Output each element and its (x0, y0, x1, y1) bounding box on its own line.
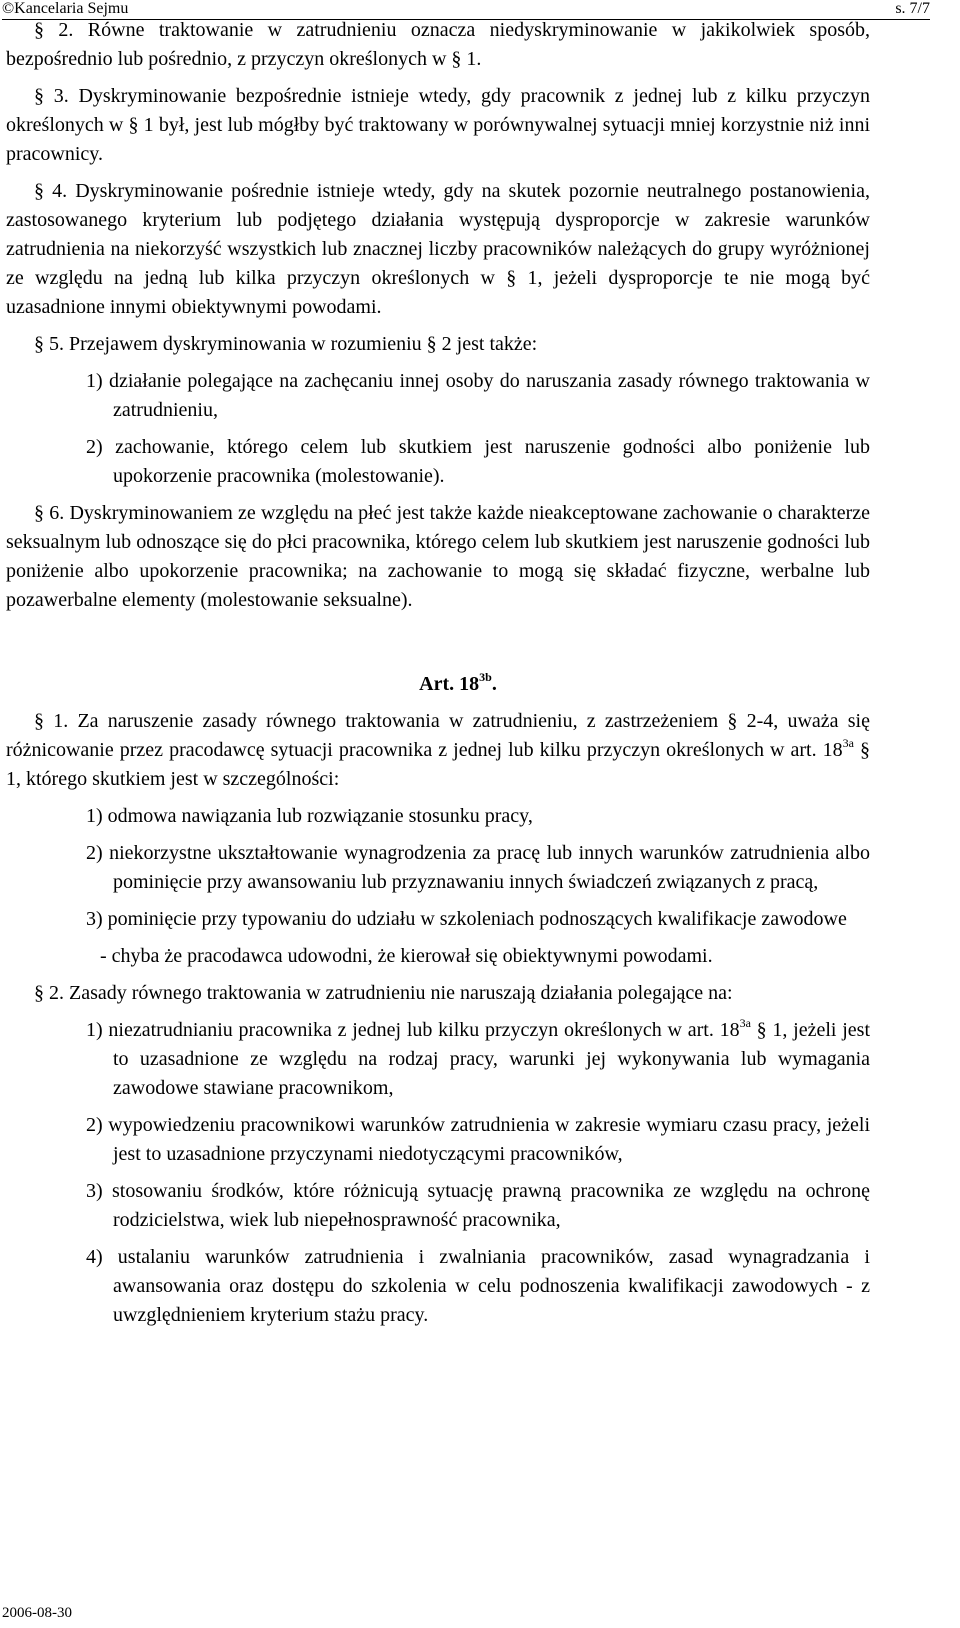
article-heading-sup: 3b (479, 670, 492, 684)
art18b-par2-item-3: 3) stosowaniu środków, które różnicują sytuację prawną pracownika ze względu na ochronę rodzicielstwa, wiek lub niepełnosprawność pracownika, (86, 1180, 870, 1231)
art18b-par1-text-a: § 1. Za naruszenie zasady równego traktowania w zatrudnieniu, z zastrzeżeniem § 2-4, uważa się różnicowanie przez pracodawcę sytuacji pracownika z jednej lub kilku przyczyn określonych w art. 18 (6, 710, 870, 761)
art18a-par3: § 3. Dyskryminowanie bezpośrednie istnieje wtedy, gdy pracownik z jednej lub z kilku przyczyn określonych w § 1 był, jest lub mógłby być traktowany w porównywalnej sytuacji mniej korzystnie niż inni pracownicy. (6, 85, 870, 165)
art18b-par2-item-1-text-a: 1) niezatrudnianiu pracownika z jednej lub kilku przyczyn określonych w art. 18 (86, 1019, 740, 1041)
art18a-par6: § 6. Dyskryminowaniem ze względu na płeć jest także każde nieakceptowane zachowanie o charakterze seksualnym lub odnoszące się do płci pracownika, którego celem lub skutkiem jest naruszenie godności lub poniżenie albo upokorzenie pracownika; na zachowanie to mogą się składać fizyczne, werbalne lub pozawerbalne elementy (molestowanie seksualne). (6, 502, 870, 611)
art18b-par1-item-2: 2) niekorzystne ukształtowanie wynagrodzenia za pracę lub innych warunków zatrudnienia albo pominięcie przy awansowaniu lub przyznawaniu innych świadczeń związanych z pracą, (86, 842, 870, 893)
art18a-par5: § 5. Przejawem dyskryminowania w rozumieniu § 2 jest także: (34, 333, 538, 355)
article-heading-text: Art. 18 (419, 673, 480, 695)
art18a-par5-item-2: 2) zachowanie, którego celem lub skutkiem jest naruszenie godności albo poniżenie lub upokorzenie pracownika (molestowanie). (86, 436, 870, 487)
art18b-par1-trail: - chyba że pracodawca udowodni, że kierował się obiektywnymi powodami. (100, 945, 713, 967)
article-heading (6, 670, 870, 699)
art18b-par2-item-1-text-b: § 1, jeżeli jest to uzasadnione ze względu na rodzaj pracy, warunki jej wykonywania lub wymagania zawodowe stawiane pracownikom, (113, 1019, 870, 1099)
art18b-par2-item-1 (86, 1016, 870, 1103)
art18b-par1-text-b: § 1, którego skutkiem jest w szczególności: (6, 739, 871, 790)
header-source: ©Kancelaria Sejmu (2, 0, 129, 17)
art18b-par1-item-3: 3) pominięcie przy typowaniu do udziału w szkoleniach podnoszących kwalifikacje zawodowe (86, 908, 847, 930)
art18b-par2-item-2: 2) wypowiedzeniu pracownikowi warunków zatrudnienia w zakresie wymiaru czasu pracy, jeżeli jest to uzasadnione przyczynami niedotyczącymi pracowników, (86, 1114, 870, 1165)
page-footer-date: 2006-08-30 (2, 1605, 72, 1621)
art18b-par2: § 2. Zasady równego traktowania w zatrudnieniu nie naruszają działania polegające na: (34, 982, 733, 1004)
art18b-par1 (6, 707, 870, 794)
art18b-par2-item-4: 4) ustalaniu warunków zatrudnienia i zwalniania pracowników, zasad wynagradzania i awansowania oraz dostępu do szkolenia w celu podnoszenia kwalifikacji zawodowych - z uwzględnieniem kryterium stażu pracy. (86, 1246, 870, 1326)
art18a-par4: § 4. Dyskryminowanie pośrednie istnieje wtedy, gdy na skutek pozornie neutralnego postanowienia, zastosowanego kryterium lub podjętego działania występują dysproporcje w zakresie warunków zatrudnienia na niekorzyść wszystkich lub znacznej liczby pracowników należących do grupy wyróżnionej ze względu na jedną lub kilka przyczyn określonych w § 1, jeżeli dysproporcje te nie mogą być uzasadnione innymi obiektywnymi powodami. (6, 180, 870, 318)
header-page-number: s. 7/7 (895, 0, 930, 17)
art18b-par1-sup: 3a (842, 736, 854, 750)
art18b-par1-item-1: 1) odmowa nawiązania lub rozwiązanie stosunku pracy, (86, 805, 533, 827)
art18b-par2-item-1-sup: 3a (739, 1016, 751, 1030)
document-body (6, 16, 870, 1338)
art18a-par5-item-1: 1) działanie polegające na zachęcaniu innej osoby do naruszania zasady równego traktowania w zatrudnieniu, (86, 370, 870, 421)
art18a-par2: § 2. Równe traktowanie w zatrudnieniu oznacza niedyskryminowanie w jakikolwiek sposób, bezpośrednio lub pośrednio, z przyczyn określonych w § 1. (6, 19, 870, 70)
article-heading-end: . (491, 673, 497, 695)
